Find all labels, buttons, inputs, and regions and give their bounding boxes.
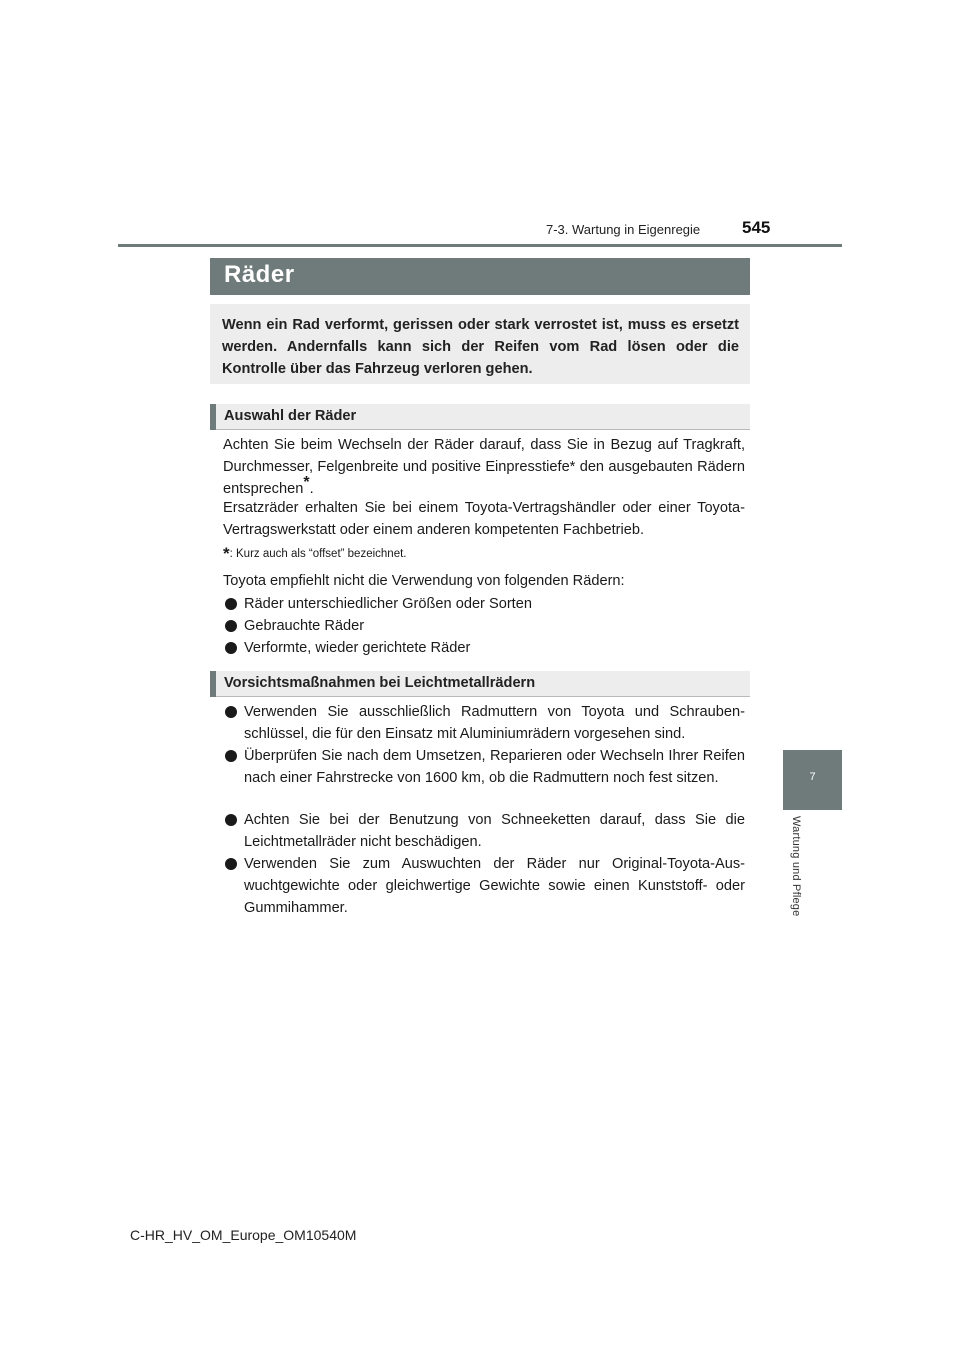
list-item-text: Gebrauchte Räder (244, 618, 365, 634)
intro-box (210, 304, 750, 384)
list-item (223, 615, 745, 637)
list-item (223, 701, 745, 745)
list-item-text: Verwenden Sie zum Auswuchten der Räder nur Original-Toyota-Auswuchtgewichte oder gleichwertige Gewichte sowie einen Kunststoff- oder Gummihammer. (244, 856, 745, 916)
section-heading-bar (210, 404, 216, 430)
section-heading-rule (216, 429, 750, 430)
section-heading-auswahl (210, 404, 750, 430)
list-item (223, 593, 745, 615)
page-title: Räder (224, 261, 295, 288)
bullet-icon (225, 706, 237, 718)
paragraph-end: . (309, 481, 314, 497)
bullet-icon (225, 598, 237, 610)
section-heading-leichtmetall (210, 671, 750, 697)
section-heading-text: Auswahl der Räder (224, 408, 357, 424)
bullet-icon (225, 814, 237, 826)
paragraph-wheel-selection (223, 434, 745, 500)
intro-text: Wenn ein Rad verformt, gerissen oder stark verrostet ist, muss es ersetzt werden. Andernfalls kann sich der Reifen vom Rad lösen oder die Kontrolle über das Fahrzeug verloren gehen. (222, 317, 739, 377)
page-number: 545 (742, 218, 771, 237)
list-item-text: Verformte, wieder gerichtete Räder (244, 640, 471, 656)
footnote (223, 544, 406, 564)
chapter-tab[interactable] (783, 750, 842, 810)
page-title-bar (210, 258, 750, 295)
bullet-icon (225, 858, 237, 870)
footnote-marker: * (303, 474, 310, 492)
footnote-text: : Kurz auch als “offset” bezeichnet. (229, 548, 407, 560)
section-heading-rule (216, 696, 750, 697)
list-item-text: Überprüfen Sie nach dem Umsetzen, Reparieren oder Wechseln Ihrer Reifen nach einer Fahrstrecke von 1600 km, ob die Radmuttern noch fest sitzen. (244, 748, 745, 786)
paragraph-recommendation: Toyota empfiehlt nicht die Verwendung von folgenden Rädern: (223, 573, 625, 589)
list-item (223, 809, 745, 853)
list-item (223, 637, 745, 659)
section-heading-text: Vorsichtsmaßnahmen bei Leichtmetallrädern (224, 675, 536, 691)
chapter-tab-label: Wartung und Pflege (790, 816, 802, 917)
list-item-text: Achten Sie bei der Benutzung von Schneeketten darauf, dass Sie die Leichtmetallräder nicht beschädigen. (244, 812, 745, 850)
list-item (223, 853, 745, 919)
bullet-icon (225, 750, 237, 762)
header-rule (118, 244, 842, 247)
footnote-asterisk: * (223, 544, 230, 563)
paragraph-text: Achten Sie beim Wechseln der Räder darauf, dass Sie in Bezug auf Tragkraft, Durchmesser, Felgenbreite und positive Einpresstiefe* den ausgebauten Rädern entsprechen (223, 437, 745, 497)
chapter-tab-number: 7 (809, 771, 816, 783)
document-footer-code: C-HR_HV_OM_Europe_OM10540M (130, 1227, 357, 1243)
list-item-text: Räder unterschiedlicher Größen oder Sorten (244, 596, 532, 612)
bullet-icon (225, 620, 237, 632)
running-header-section: 7-3. Wartung in Eigenregie (546, 222, 701, 237)
paragraph-spare-wheels: Ersatzräder erhalten Sie bei einem Toyota-Vertragshändler oder einer Toyota-Vertragswerkstatt oder einem anderen kompetenten Fachbetrieb. (223, 500, 745, 538)
list-item (223, 745, 745, 789)
bullet-icon (225, 642, 237, 654)
section-heading-bar (210, 671, 216, 697)
list-item-text: Verwenden Sie ausschließlich Radmuttern von Toyota und Schraubenschlüssel, die für den Einsatz mit Aluminiumrädern vorgesehen sind. (244, 704, 745, 742)
